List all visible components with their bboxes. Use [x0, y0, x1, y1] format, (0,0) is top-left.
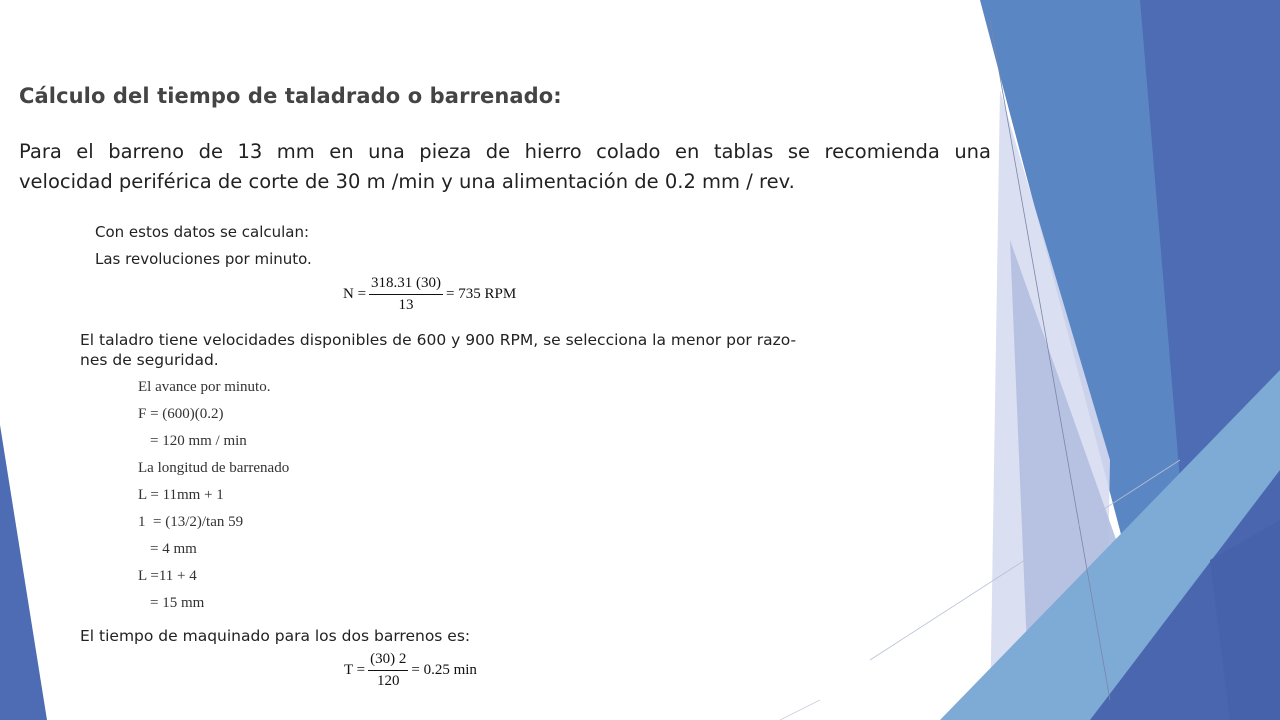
- formula-t-rhs: = 0.25 min: [411, 662, 477, 678]
- paragraph-line-2: velocidad periférica de corte de 30 m /min y una alimentación de 0.2 mm / rev.: [19, 170, 795, 193]
- formula-n-denominator: 13: [398, 297, 414, 313]
- calc-line: = 4 mm: [150, 541, 197, 557]
- calc-line: L = 11mm + 1: [138, 487, 224, 503]
- formula-n-rhs: = 735 RPM: [446, 286, 517, 302]
- calc-line: F = (600)(0.2): [138, 406, 224, 422]
- time-line: El tiempo de maquinado para los dos barrenos es:: [80, 627, 471, 645]
- formula-n-numerator: 318.31 (30): [369, 275, 443, 295]
- speed-line-1: El taladro tiene velocidades disponibles de 600 y 900 RPM, se selecciona la menor por razo-: [80, 331, 797, 349]
- calc-line: = 120 mm / min: [150, 433, 247, 449]
- formula-n: [343, 275, 516, 314]
- calc-line: L =11 + 4: [138, 568, 197, 584]
- intro-line-1: Con estos datos se calculan:: [95, 223, 310, 241]
- decor-line: [780, 700, 820, 720]
- formula-t-numerator: (30) 2: [368, 651, 408, 671]
- intro-line-2: Las revoluciones por minuto.: [95, 250, 312, 268]
- decor-shape: [0, 425, 47, 720]
- calc-line: 1 = (13/2)/tan 59: [138, 514, 244, 530]
- formula-n-lhs: N =: [343, 286, 367, 302]
- paragraph-line-1: Para el barreno de 13 mm en una pieza de hierro colado en tablas se recomienda una: [19, 140, 991, 163]
- formula-t-denominator: 120: [376, 673, 400, 689]
- calc-line: El avance por minuto.: [138, 379, 271, 395]
- speed-line-2: nes de seguridad.: [80, 351, 219, 369]
- slide-title: Cálculo del tiempo de taladrado o barrenado:: [19, 84, 562, 108]
- calc-line: = 15 mm: [150, 595, 205, 611]
- calc-line: La longitud de barrenado: [138, 460, 290, 476]
- formula-t-lhs: T =: [344, 662, 366, 678]
- formula-t: [344, 651, 477, 690]
